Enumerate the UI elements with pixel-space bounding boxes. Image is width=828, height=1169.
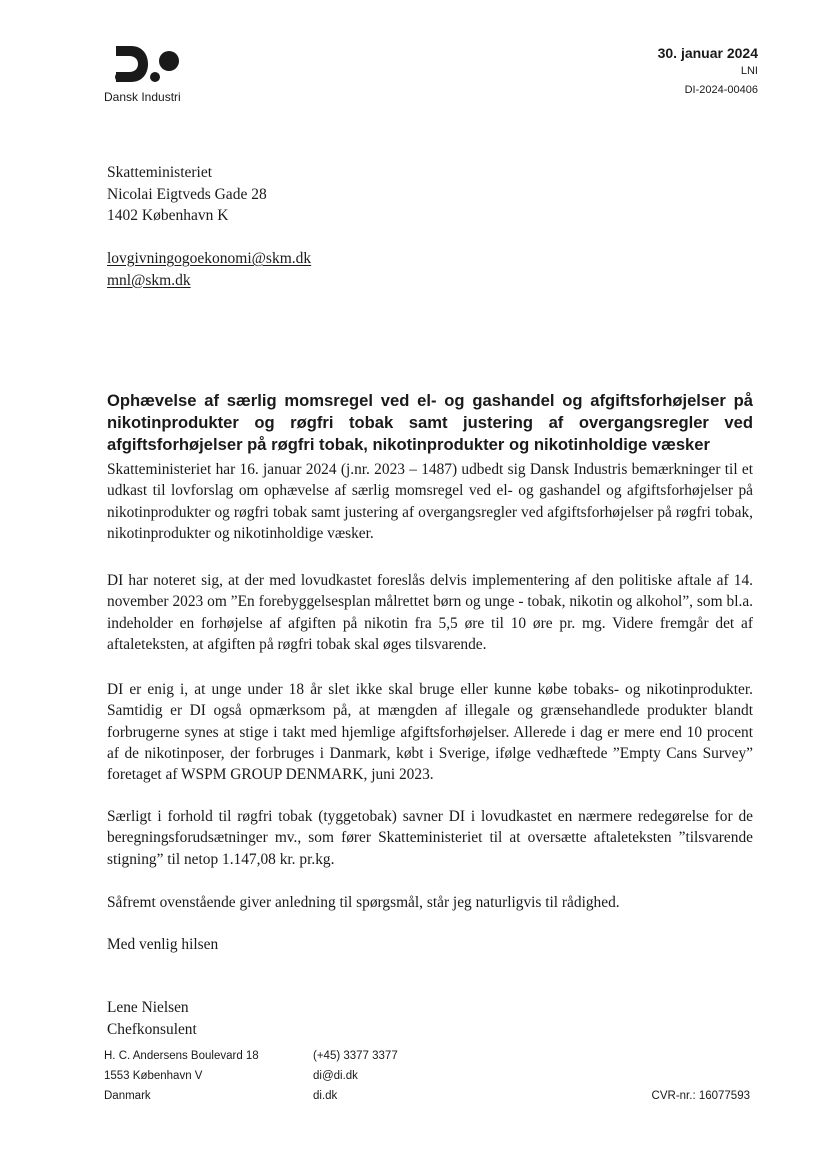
recipient-address — [107, 162, 267, 227]
recipient-line: Skatteministeriet — [107, 164, 213, 181]
body-paragraph: Såfremt ovenstående giver anledning til spørgsmål, står jeg naturligvis til rådighed. — [107, 894, 620, 911]
footer-address-line: Danmark — [104, 1090, 151, 1102]
recipient-email-link[interactable]: mnl@skm.dk — [107, 271, 191, 289]
signer-position: Chefkonsulent — [107, 1020, 197, 1038]
signer-name: Lene Nielsen — [107, 999, 189, 1016]
letter-header-meta — [658, 44, 758, 100]
recipient-emails — [107, 248, 311, 291]
footer-email: di@di.dk — [313, 1070, 358, 1082]
author-initials: LNI — [740, 65, 758, 77]
logo-org-name: Dansk Industri — [104, 90, 181, 104]
footer-phone: (+45) 3377 3377 — [313, 1050, 398, 1062]
footer-website: di.dk — [313, 1090, 338, 1102]
footer-contact — [313, 1046, 398, 1106]
signature-block — [107, 997, 197, 1040]
body-paragraph: Skatteministeriet har 16. januar 2024 (j.nr. 2023 – 1487) udbedt sig Dansk Industris bemærkninger til et udkast til lovforslag om ophævelse af særlig momsregel ved el- og gashandel og afgiftsforhøjelser på nikotinprodukter og røgfri tobak samt justering af overgangsregler ved afgiftsforhøjelser på røgfri tobak, nikotinprodukter og nikotinholdige væsker. — [107, 461, 753, 542]
body-paragraph: DI har noteret sig, at der med lovudkastet foreslås delvis implementering af den politiske aftale af 14. november 2023 om ”En forebyggelsesplan målrettet børn og unge - tobak, nikotin og alkohol”, som bl.a. indeholder en forhøjelse af afgiften på nikotin fra 5,5 øre til 10 øre pr. mg. Videre fremgår det af aftaleteksten, at afgiften på røgfri tobak skal øges tilsvarende. — [107, 572, 753, 653]
letter-date: 30. januar 2024 — [657, 45, 758, 61]
recipient-line: 1402 København K — [107, 207, 229, 224]
body-paragraph: DI er enig i, at unge under 18 år slet ikke skal bruge eller kunne købe tobaks- og nikotinprodukter. Samtidig er DI også opmærksom på, at mængden af illegale og grænsehandlede produkter blandt forbrugerne synes at stige i takt med hjemlige afgiftsforhøjelser. Allerede i dag er mere end 10 procent af de nikotinposer, der forbruges i Danmark, købt i Sverige, ifølge vedhæftede ”Empty Cans Survey” foretaget af WSPM GROUP DENMARK, juni 2023. — [107, 681, 753, 784]
recipient-line: Nicolai Eigtveds Gade 28 — [107, 185, 267, 203]
di-logo-mark-icon — [104, 44, 184, 84]
reference-number: DI-2024-00406 — [684, 84, 758, 96]
closing-salutation: Med venlig hilsen — [107, 936, 219, 953]
organization-logo — [104, 44, 194, 104]
footer-address-line: 1553 København V — [104, 1070, 203, 1082]
recipient-email-link[interactable]: lovgivningogoekonomi@skm.dk — [107, 250, 312, 267]
footer-cvr-number: CVR-nr.: 16077593 — [651, 1090, 750, 1102]
letter-subject-title: Ophævelse af særlig momsregel ved el- og gashandel og afgiftsforhøjelser på nikotinprodukter og røgfri tobak samt justering af overgangsregler ved afgiftsforhøjelser på røgfri tobak, nikotinprodukter og nikotinholdige væsker — [107, 391, 753, 454]
footer-address-line: H. C. Andersens Boulevard 18 — [104, 1050, 259, 1062]
footer-address — [104, 1046, 259, 1106]
body-paragraph: Særligt i forhold til røgfri tobak (tyggetobak) savner DI i lovudkastet en nærmere redegørelse for de beregningsforudsætninger mv., som fører Skatteministeriet til at oversætte aftaleteksten ”tilsvarende stigning” til netop 1.147,08 kr. pr.kg. — [107, 808, 753, 868]
